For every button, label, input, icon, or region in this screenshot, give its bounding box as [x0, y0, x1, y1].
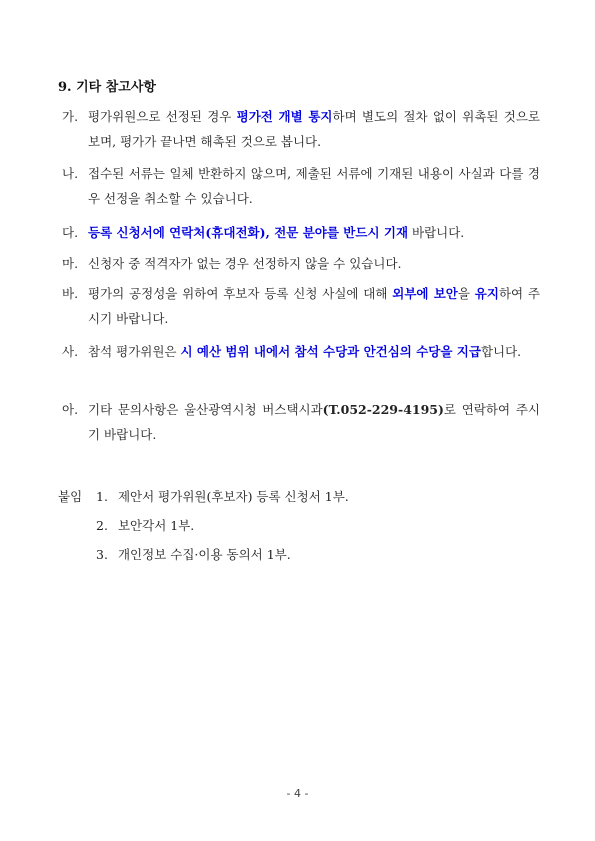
item-body — [88, 339, 540, 364]
attachment-number: 1. — [96, 489, 108, 504]
item-highlight: 외부에 보안 — [392, 286, 458, 301]
attachment-item — [96, 511, 349, 540]
notice-item-da — [62, 220, 540, 245]
item-marker: 아. — [62, 402, 79, 417]
item-highlight: 유지 — [474, 286, 499, 301]
notice-item-na — [62, 161, 540, 211]
item-body — [88, 281, 540, 331]
item-body — [88, 251, 540, 276]
item-text: 기타 문의사항은 울산광역시청 버스택시과 — [88, 402, 323, 417]
attachments — [58, 482, 349, 569]
item-text: 하여 주시기 바랍니다. — [88, 286, 540, 326]
item-text: 참석 평가위원은 — [88, 344, 181, 359]
attachment-text: 개인정보 수집·이용 동의서 1부. — [117, 547, 291, 562]
notice-item-sa — [62, 339, 540, 364]
notice-item-ga — [62, 104, 540, 154]
item-body — [88, 104, 540, 154]
item-marker: 다. — [62, 225, 79, 240]
item-text: 바랍니다. — [408, 225, 465, 240]
item-marker: 마. — [62, 256, 79, 271]
notice-item-ba — [62, 281, 540, 331]
attachments-label: 붙임 — [58, 489, 83, 504]
attachments-list — [96, 482, 349, 569]
item-text: 평가위원으로 선정된 경우 — [88, 109, 237, 124]
item-marker: 사. — [62, 344, 79, 359]
item-body — [88, 220, 540, 245]
item-highlight: 평가전 개별 통지 — [236, 109, 333, 124]
item-text: 평가의 공정성을 위하여 후보자 등록 신청 사실에 대해 — [88, 286, 393, 301]
item-body — [88, 397, 540, 447]
section-title: 9. 기타 참고사항 — [58, 80, 156, 95]
item-text: 로 연락하여 주시기 바랍니다. — [88, 402, 540, 442]
item-text: 접수된 서류는 일체 반환하지 않으며, 제출된 서류에 기재된 내용이 사실과 다를 경우 선정을 취소할 수 있습니다. — [88, 166, 540, 206]
notice-item-a — [62, 397, 540, 447]
item-marker: 나. — [62, 166, 79, 181]
item-body — [88, 161, 540, 211]
item-highlight: 시 예산 범위 내에서 참석 수당과 안건심의 수당을 지급 — [180, 344, 481, 359]
attachment-number: 3. — [96, 547, 108, 562]
item-text: 신청자 중 적격자가 없는 경우 선정하지 않을 수 있습니다. — [88, 256, 402, 271]
page-number: - 4 - — [286, 787, 309, 800]
item-text: 합니다. — [480, 344, 522, 359]
item-marker: 가. — [62, 109, 79, 124]
item-text: 을 — [457, 286, 475, 301]
attachment-item — [96, 540, 349, 569]
attachment-item — [96, 482, 349, 511]
item-highlight: 등록 신청서에 연락처(휴대전화), 전문 분야를 반드시 기재 — [88, 225, 409, 240]
attachment-text: 보안각서 1부. — [117, 518, 195, 533]
item-marker: 바. — [62, 286, 79, 301]
notice-item-ma — [62, 251, 540, 276]
attachment-text: 제안서 평가위원(후보자) 등록 신청서 1부. — [117, 489, 349, 504]
attachment-number: 2. — [96, 518, 108, 533]
item-text: 하며 별도의 절차 없이 위촉된 것으로 보며, 평가가 끝나면 해촉된 것으로 봅니다. — [88, 109, 541, 149]
phone-number: (T.052-229-4195) — [322, 402, 444, 417]
